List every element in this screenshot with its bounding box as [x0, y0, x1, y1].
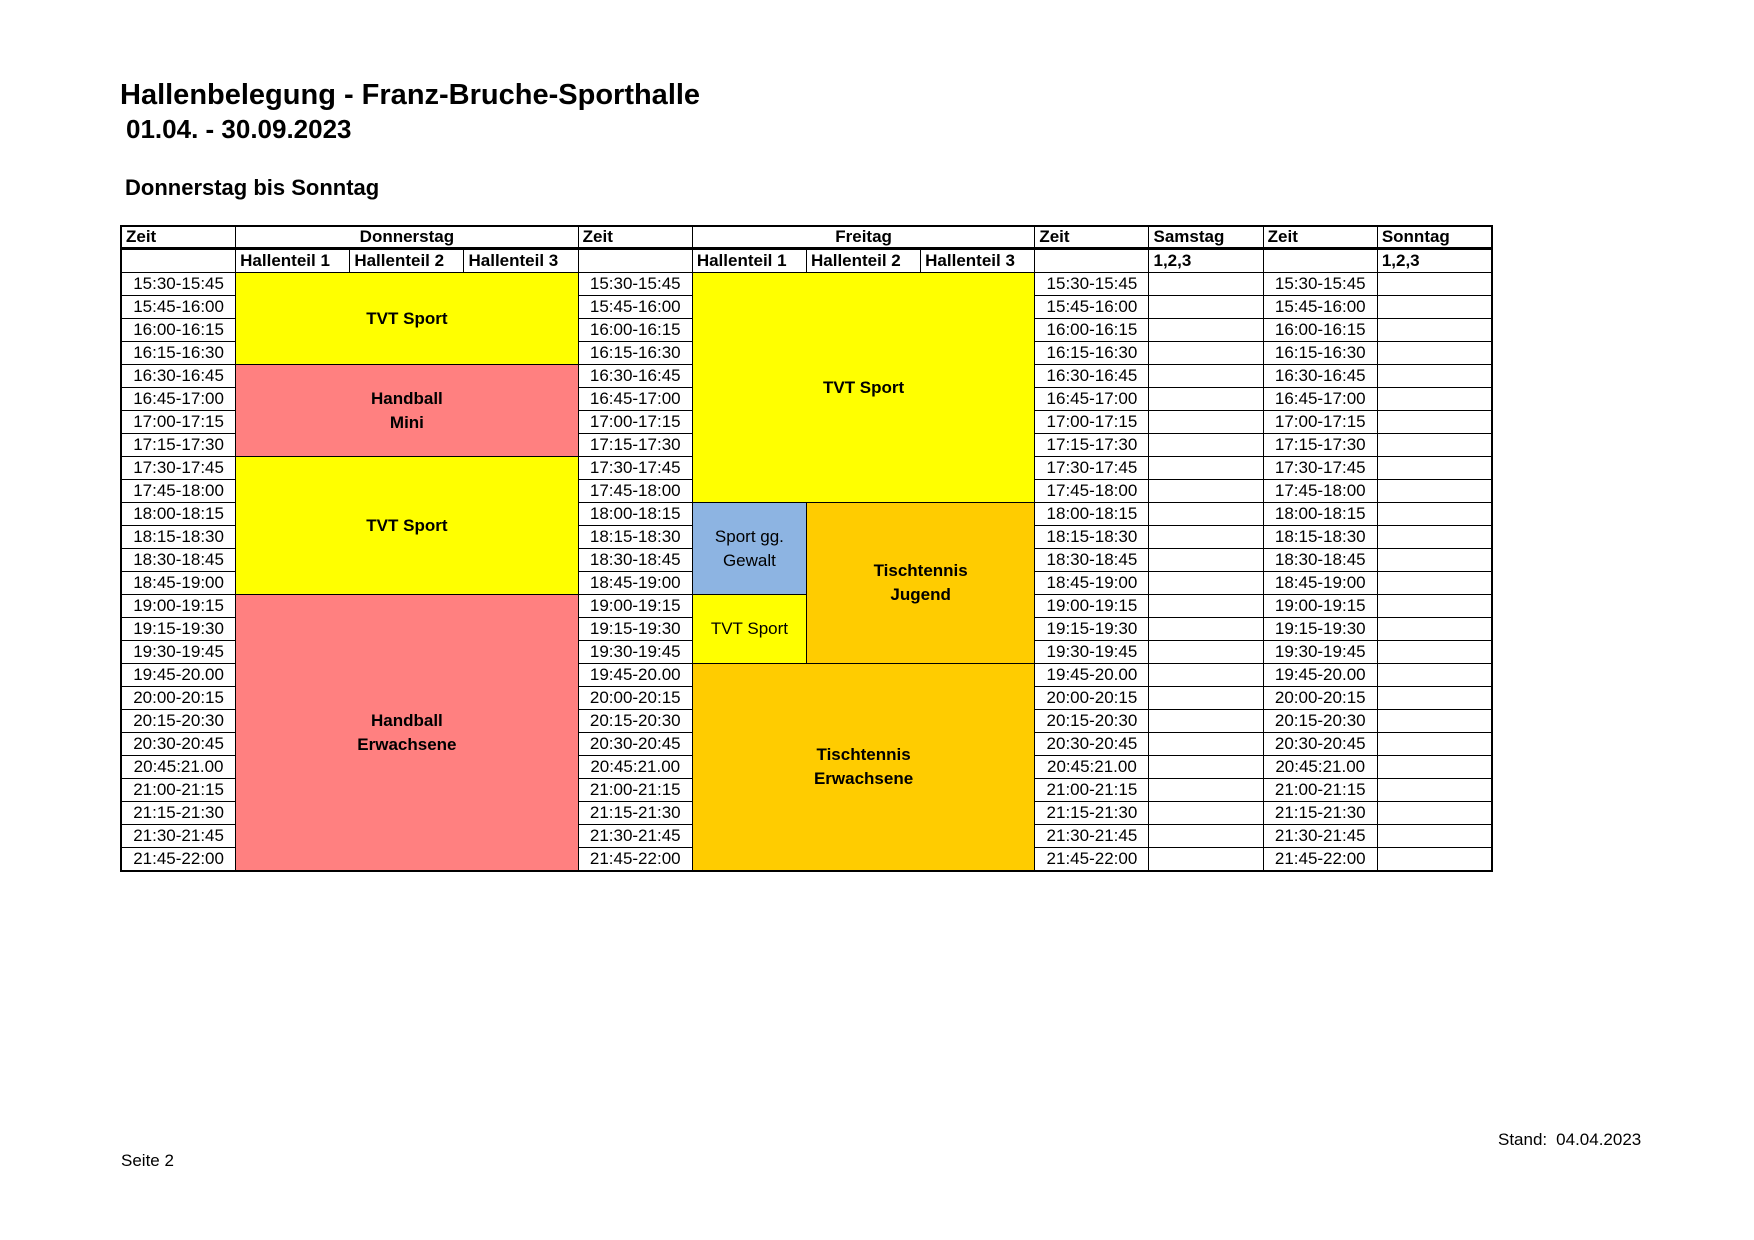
time-slot-cell: 17:15-17:30 [579, 434, 693, 457]
time-slot-cell: 20:00-20:15 [1264, 687, 1378, 710]
time-slot-cell: 16:15-16:30 [1035, 342, 1149, 365]
document-title: Hallenbelegung - Franz-Bruche-Sporthalle [120, 79, 701, 111]
time-slot-cell: 16:45-17:00 [122, 388, 236, 411]
time-slot-cell: 15:30-15:45 [1035, 273, 1149, 296]
time-slot-cell: 19:45-20.00 [1264, 664, 1378, 687]
empty-slot-cell [1378, 319, 1492, 342]
time-slot-cell: 16:00-16:15 [122, 319, 236, 342]
time-slot-cell: 16:45-17:00 [579, 388, 693, 411]
time-slot-cell: 18:00-18:15 [1035, 503, 1149, 526]
empty-slot-cell [1378, 549, 1492, 572]
time-slot-cell: 19:15-19:30 [122, 618, 236, 641]
empty-slot-cell [1378, 296, 1492, 319]
time-column-header: Zeit [579, 227, 693, 250]
stand-date: 04.04.2023 [1556, 1130, 1642, 1149]
empty-slot-cell [1149, 319, 1263, 342]
time-slot-cell: 16:15-16:30 [579, 342, 693, 365]
time-slot-cell: 15:45-16:00 [1264, 296, 1378, 319]
hallenteil-header: Hallenteil 3 [921, 250, 1035, 273]
time-slot-cell: 17:30-17:45 [1264, 457, 1378, 480]
booking-label-line: Jugend [890, 585, 951, 604]
time-slot-cell: 15:30-15:45 [579, 273, 693, 296]
hallenteil-header: Hallenteil 1 [693, 250, 807, 273]
time-slot-cell: 21:15-21:30 [1264, 802, 1378, 825]
time-slot-cell: 18:45-19:00 [579, 572, 693, 595]
time-slot-cell: 17:15-17:30 [1264, 434, 1378, 457]
empty-slot-cell [1378, 273, 1492, 296]
time-slot-cell: 16:15-16:30 [122, 342, 236, 365]
time-slot-cell: 17:00-17:15 [1264, 411, 1378, 434]
empty-slot-cell [1378, 595, 1492, 618]
booking-block [693, 664, 1036, 871]
empty-slot-cell [1149, 457, 1263, 480]
time-slot-cell: 17:45-18:00 [122, 480, 236, 503]
time-slot-cell: 18:30-18:45 [1035, 549, 1149, 572]
booking-block [236, 365, 579, 457]
empty-slot-cell [1378, 641, 1492, 664]
time-slot-cell: 19:15-19:30 [579, 618, 693, 641]
time-slot-cell: 18:00-18:15 [122, 503, 236, 526]
time-slot-cell: 19:00-19:15 [122, 595, 236, 618]
empty-slot-cell [1378, 710, 1492, 733]
time-slot-cell: 16:30-16:45 [1035, 365, 1149, 388]
empty-slot-cell [1378, 618, 1492, 641]
booking-label-line: TVT Sport [710, 619, 788, 638]
time-slot-cell: 17:15-17:30 [1035, 434, 1149, 457]
hallenteil-header: Hallenteil 1 [236, 250, 350, 273]
empty-slot-cell [1149, 710, 1263, 733]
time-slot-cell: 16:00-16:15 [1035, 319, 1149, 342]
time-slot-cell: 21:00-21:15 [579, 779, 693, 802]
time-slot-cell: 16:15-16:30 [1264, 342, 1378, 365]
empty-slot-cell [1149, 802, 1263, 825]
time-column-subheader [122, 250, 236, 273]
time-slot-cell: 15:45-16:00 [122, 296, 236, 319]
empty-slot-cell [1149, 411, 1263, 434]
booking-label-line: Sport gg. [714, 526, 784, 546]
time-column-subheader [579, 250, 693, 273]
empty-slot-cell [1149, 733, 1263, 756]
time-slot-cell: 19:30-19:45 [1264, 641, 1378, 664]
time-slot-cell: 16:30-16:45 [1264, 365, 1378, 388]
empty-slot-cell [1378, 825, 1492, 848]
empty-slot-cell [1378, 848, 1492, 871]
booking-block [236, 595, 579, 871]
booking-label-line: Tischtennis [816, 745, 911, 764]
page-number: Seite 2 [121, 1151, 174, 1170]
empty-slot-cell [1149, 687, 1263, 710]
empty-slot-cell [1149, 365, 1263, 388]
day-header-samstag: Samstag [1149, 227, 1263, 250]
time-slot-cell: 21:00-21:15 [1264, 779, 1378, 802]
time-slot-cell: 19:45-20.00 [1035, 664, 1149, 687]
time-column-header: Zeit [1264, 227, 1378, 250]
empty-slot-cell [1149, 779, 1263, 802]
time-slot-cell: 20:45:21.00 [1035, 756, 1149, 779]
time-slot-cell: 21:30-21:45 [122, 825, 236, 848]
empty-slot-cell [1378, 411, 1492, 434]
time-slot-cell: 19:30-19:45 [1035, 641, 1149, 664]
empty-slot-cell [1149, 503, 1263, 526]
empty-slot-cell [1378, 365, 1492, 388]
time-slot-cell: 17:00-17:15 [122, 411, 236, 434]
time-slot-cell: 21:30-21:45 [579, 825, 693, 848]
day-header-freitag: Freitag [693, 227, 1036, 250]
empty-slot-cell [1149, 595, 1263, 618]
empty-slot-cell [1378, 526, 1492, 549]
time-slot-cell: 21:45-22:00 [1264, 848, 1378, 871]
time-slot-cell: 15:30-15:45 [122, 273, 236, 296]
booking-label-line: Handball [371, 710, 443, 730]
time-slot-cell: 20:45:21.00 [579, 756, 693, 779]
empty-slot-cell [1378, 342, 1492, 365]
empty-slot-cell [1149, 273, 1263, 296]
time-slot-cell: 18:15-18:30 [1035, 526, 1149, 549]
time-slot-cell: 20:45:21.00 [122, 756, 236, 779]
time-column-subheader [1035, 250, 1149, 273]
time-slot-cell: 18:15-18:30 [579, 526, 693, 549]
hallenteil-header: Hallenteil 2 [350, 250, 464, 273]
empty-slot-cell [1149, 641, 1263, 664]
time-slot-cell: 20:30-20:45 [1035, 733, 1149, 756]
time-slot-cell: 21:45-22:00 [1035, 848, 1149, 871]
time-slot-cell: 18:15-18:30 [122, 526, 236, 549]
hallenteil-header: Hallenteil 3 [464, 250, 578, 273]
time-slot-cell: 17:15-17:30 [122, 434, 236, 457]
time-slot-cell: 19:30-19:45 [122, 641, 236, 664]
empty-slot-cell [1378, 802, 1492, 825]
time-slot-cell: 17:30-17:45 [122, 457, 236, 480]
time-slot-cell: 17:45-18:00 [1264, 480, 1378, 503]
booking-label-line: Erwachsene [357, 734, 457, 754]
time-slot-cell: 20:15-20:30 [1264, 710, 1378, 733]
time-slot-cell: 19:00-19:15 [579, 595, 693, 618]
time-slot-cell: 16:30-16:45 [579, 365, 693, 388]
time-slot-cell: 17:00-17:15 [1035, 411, 1149, 434]
time-slot-cell: 20:15-20:30 [122, 710, 236, 733]
time-slot-cell: 18:30-18:45 [1264, 549, 1378, 572]
hallenteil-header: 1,2,3 [1149, 250, 1263, 273]
time-slot-cell: 19:45-20.00 [579, 664, 693, 687]
time-slot-cell: 20:15-20:30 [1035, 710, 1149, 733]
time-slot-cell: 20:00-20:15 [579, 687, 693, 710]
time-slot-cell: 18:15-18:30 [1264, 526, 1378, 549]
empty-slot-cell [1378, 756, 1492, 779]
time-slot-cell: 20:00-20:15 [122, 687, 236, 710]
schedule-table [120, 225, 1493, 872]
empty-slot-cell [1378, 388, 1492, 411]
time-slot-cell: 17:30-17:45 [1035, 457, 1149, 480]
booking-block [693, 273, 1036, 503]
time-slot-cell: 18:00-18:15 [579, 503, 693, 526]
stand-info [1498, 1130, 1641, 1150]
time-slot-cell: 17:45-18:00 [579, 480, 693, 503]
empty-slot-cell [1378, 572, 1492, 595]
time-slot-cell: 21:15-21:30 [1035, 802, 1149, 825]
time-slot-cell: 18:45-19:00 [122, 572, 236, 595]
time-column-header: Zeit [1035, 227, 1149, 250]
empty-slot-cell [1149, 848, 1263, 871]
booking-block [807, 503, 1035, 664]
empty-slot-cell [1149, 664, 1263, 687]
time-slot-cell: 18:30-18:45 [579, 549, 693, 572]
time-slot-cell: 16:45-17:00 [1035, 388, 1149, 411]
empty-slot-cell [1378, 457, 1492, 480]
time-slot-cell: 21:45-22:00 [579, 848, 693, 871]
booking-label-line: TVT Sport [366, 515, 448, 535]
booking-label-line: Handball [371, 388, 443, 408]
time-slot-cell: 17:00-17:15 [579, 411, 693, 434]
booking-label-line: Erwachsene [813, 769, 914, 788]
booking-block [693, 503, 807, 595]
validity-period: 01.04. - 30.09.2023 [126, 114, 352, 144]
booking-label-line: TVT Sport [366, 308, 448, 328]
time-slot-cell: 19:15-19:30 [1264, 618, 1378, 641]
stand-label: Stand: [1498, 1130, 1548, 1149]
empty-slot-cell [1149, 388, 1263, 411]
empty-slot-cell [1378, 503, 1492, 526]
time-slot-cell: 19:00-19:15 [1264, 595, 1378, 618]
time-slot-cell: 19:45-20.00 [122, 664, 236, 687]
empty-slot-cell [1378, 733, 1492, 756]
empty-slot-cell [1378, 779, 1492, 802]
time-slot-cell: 18:00-18:15 [1264, 503, 1378, 526]
time-slot-cell: 16:00-16:15 [579, 319, 693, 342]
booking-label-line: Gewalt [722, 550, 776, 570]
booking-block [236, 457, 579, 595]
time-slot-cell: 15:45-16:00 [1035, 296, 1149, 319]
time-slot-cell: 21:45-22:00 [122, 848, 236, 871]
time-slot-cell: 21:30-21:45 [1264, 825, 1378, 848]
time-slot-cell: 19:00-19:15 [1035, 595, 1149, 618]
time-slot-cell: 21:00-21:15 [1035, 779, 1149, 802]
time-slot-cell: 17:30-17:45 [579, 457, 693, 480]
time-slot-cell: 15:30-15:45 [1264, 273, 1378, 296]
time-slot-cell: 20:30-20:45 [579, 733, 693, 756]
hallenteil-header: 1,2,3 [1378, 250, 1492, 273]
day-header-donnerstag: Donnerstag [236, 227, 579, 250]
time-slot-cell: 16:45-17:00 [1264, 388, 1378, 411]
empty-slot-cell [1149, 549, 1263, 572]
hallenteil-header: Hallenteil 2 [807, 250, 921, 273]
time-column-subheader [1264, 250, 1378, 273]
time-slot-cell: 21:15-21:30 [579, 802, 693, 825]
time-slot-cell: 16:00-16:15 [1264, 319, 1378, 342]
empty-slot-cell [1378, 434, 1492, 457]
time-slot-cell: 15:45-16:00 [579, 296, 693, 319]
time-slot-cell: 19:15-19:30 [1035, 618, 1149, 641]
empty-slot-cell [1149, 618, 1263, 641]
booking-label-line: Mini [389, 412, 424, 432]
empty-slot-cell [1149, 296, 1263, 319]
empty-slot-cell [1149, 342, 1263, 365]
empty-slot-cell [1149, 756, 1263, 779]
booking-block [693, 595, 807, 664]
time-slot-cell: 21:30-21:45 [1035, 825, 1149, 848]
time-slot-cell: 21:15-21:30 [122, 802, 236, 825]
time-slot-cell: 18:45-19:00 [1035, 572, 1149, 595]
empty-slot-cell [1149, 434, 1263, 457]
time-slot-cell: 21:00-21:15 [122, 779, 236, 802]
section-subtitle: Donnerstag bis Sonntag [125, 175, 380, 200]
time-slot-cell: 20:30-20:45 [1264, 733, 1378, 756]
time-slot-cell: 20:45:21.00 [1264, 756, 1378, 779]
time-slot-cell: 18:30-18:45 [122, 549, 236, 572]
empty-slot-cell [1378, 687, 1492, 710]
booking-label-line: Tischtennis [873, 561, 968, 580]
day-header-sonntag: Sonntag [1378, 227, 1492, 250]
empty-slot-cell [1378, 664, 1492, 687]
time-slot-cell: 20:15-20:30 [579, 710, 693, 733]
empty-slot-cell [1149, 572, 1263, 595]
empty-slot-cell [1149, 526, 1263, 549]
time-column-header: Zeit [122, 227, 236, 250]
empty-slot-cell [1378, 480, 1492, 503]
time-slot-cell: 17:45-18:00 [1035, 480, 1149, 503]
empty-slot-cell [1149, 480, 1263, 503]
time-slot-cell: 16:30-16:45 [122, 365, 236, 388]
time-slot-cell: 19:30-19:45 [579, 641, 693, 664]
time-slot-cell: 20:30-20:45 [122, 733, 236, 756]
time-slot-cell: 20:00-20:15 [1035, 687, 1149, 710]
empty-slot-cell [1149, 825, 1263, 848]
booking-block [236, 273, 579, 365]
time-slot-cell: 18:45-19:00 [1264, 572, 1378, 595]
booking-label-line: TVT Sport [822, 377, 905, 397]
